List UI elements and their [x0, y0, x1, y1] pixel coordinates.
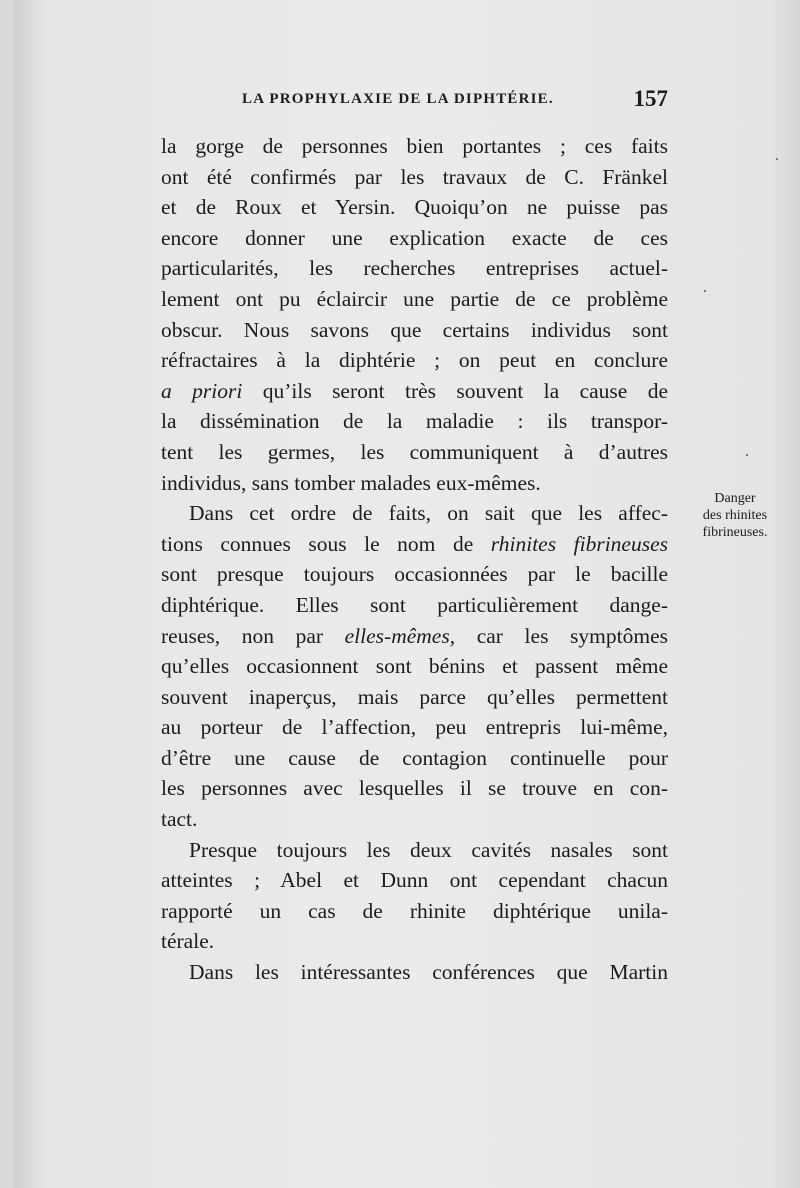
italic-phrase: a priori [161, 378, 243, 403]
text-line: réfractaires à la diphtérie ; on peut en conclure [161, 348, 668, 373]
page-number: 157 [633, 86, 668, 111]
text-line [161, 621, 668, 652]
book-page [14, 0, 800, 1188]
text-line: lement ont pu éclaircir une partie de ce problème [161, 286, 668, 311]
margin-note-line: Danger [714, 491, 756, 506]
text-line: au porteur de l’affection, peu entrepris lui-même, [161, 715, 668, 740]
text-line: la dissémination de la maladie : ils transpor- [161, 409, 668, 434]
text-line: et de Roux et Yersin. Quoiqu’on ne puisse pas [161, 195, 668, 220]
text-line: Dans cet ordre de faits, on sait que les affec- [189, 501, 668, 526]
text-line: individus, sans tomber malades eux-mêmes. [161, 470, 541, 495]
text-line: qu’elles occasionnent sont bénins et passent même [161, 654, 668, 679]
text-line [161, 529, 668, 560]
text-line: souvent inaperçus, mais parce qu’elles permettent [161, 684, 668, 709]
text-run: tions connues sous le nom de [161, 531, 491, 556]
page-header [242, 88, 668, 116]
text-run: qu’ils seront très souvent la cause de [242, 378, 669, 403]
text-line: Presque toujours les deux cavités nasales sont [189, 837, 668, 862]
text-line: d’être une cause de contagion continuelle pour [161, 745, 668, 770]
paper-speck [776, 158, 778, 160]
margin-note-line: fibrineuses. [702, 525, 768, 540]
italic-phrase: elles-mêmes, [344, 623, 456, 648]
text-line: Dans les intéressantes conférences que Martin [189, 960, 668, 985]
text-line: les personnes avec lesquelles il se trouve en con- [161, 776, 668, 801]
text-line: térale. [161, 929, 215, 954]
text-line: ont été confirmés par les travaux de C. Fränkel [161, 164, 668, 189]
italic-phrase: rhinites fibrineuses [490, 531, 668, 556]
text-line: la gorge de personnes bien portantes ; ces faits [161, 134, 668, 158]
text-line: particularités, les recherches entreprises actuel- [161, 256, 668, 281]
running-title: LA PROPHYLAXIE DE LA DIPHTÉRIE. [242, 91, 554, 107]
text-line: rapporté un cas de rhinite diphtérique unila- [161, 898, 668, 923]
text-line: diphtérique. Elles sont particulièrement dange- [161, 592, 668, 617]
text-line: sont presque toujours occasionnées par le bacille [161, 562, 668, 587]
text-line: tent les germes, les communiquent à d’autres [161, 439, 668, 464]
paper-speck [704, 290, 706, 292]
margin-note-line: des rhinites [702, 508, 768, 523]
text-run: reuses, non par [161, 623, 345, 648]
body-text [161, 131, 668, 988]
text-line: tact. [161, 807, 198, 832]
text-line: atteintes ; Abel et Dunn ont cependant chacun [161, 868, 668, 893]
text-run: car les symptômes [455, 623, 668, 648]
text-line: obscur. Nous savons que certains individus sont [161, 317, 668, 342]
text-line [161, 376, 668, 407]
margin-note [680, 490, 790, 541]
paper-speck [746, 454, 748, 456]
text-line: encore donner une explication exacte de ces [161, 225, 668, 250]
